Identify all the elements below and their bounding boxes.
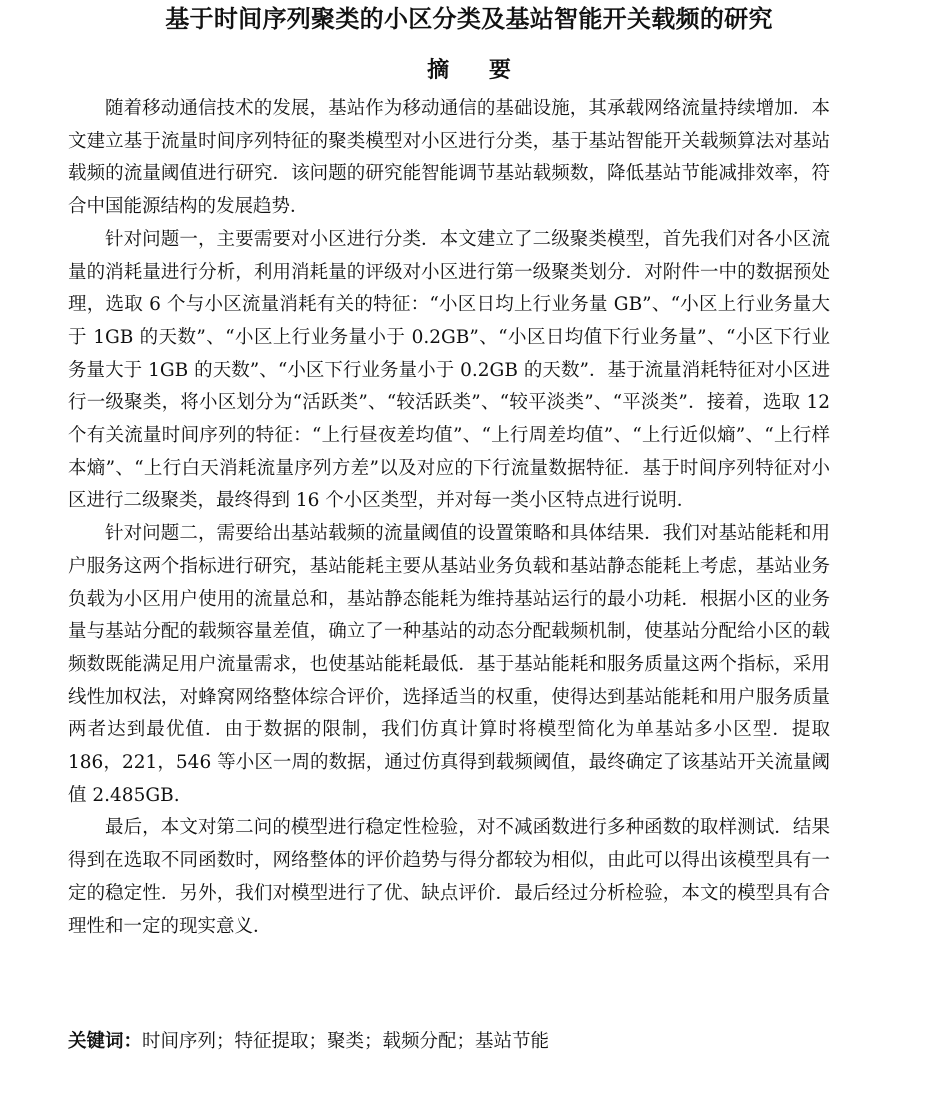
abstract-body [68,93,830,943]
abstract-heading: 摘 要 [427,58,527,83]
paper-title: 基于时间序列聚类的小区分类及基站智能开关载频的研究 [165,5,773,33]
abstract-paragraph-3: 针对问题二，需要给出基站载频的流量阈值的设置策略和具体结果．我们对基站能耗和用户服务这两个指标进行研究，基站能耗主要从基站业务负载和基站静态能耗上考虑，基站业务负载为小区用户使用的流量总和，基站静态能耗为维持基站运行的最小功耗．根据小区的业务量与基站分配的载频容量差值，确立了一种基站的动态分配载频机制，使基站分配给小区的载频数既能满足用户流量需求，也使基站能耗最低．基于基站能耗和服务质量这两个指标，采用线性加权法，对蜂窝网络整体综合评价，选择适当的权重，使得达到基站能耗和用户服务质量两者达到最优值．由于数据的限制，我们仿真计算时将模型简化为单基站多小区型．提取 186，221，546 等小区一周的数据，通过仿真得到载频阈值，最终确定了该基站开关流量阈值 2.485GB. [68,523,830,806]
abstract-paragraph-4: 最后，本文对第二问的模型进行稳定性检验，对不减函数进行多种函数的取样测试．结果得到在选取不同函数时，网络整体的评价趋势与得分都较为相似，由此可以得出该模型具有一定的稳定性．另外，我们对模型进行了优、缺点评价．最后经过分析检验，本文的模型具有合理性和一定的现实意义． [68,817,830,937]
abstract-paragraph-2: 针对问题一，主要需要对小区进行分类．本文建立了二级聚类模型，首先我们对各小区流量的消耗量进行分析，利用消耗量的评级对小区进行第一级聚类划分．对附件一中的数据预处理，选取 6 个与小区流量消耗有关的特征：“小区日均上行业务量 GB”、“小区上行业务量大于 1GB 的天数”、“小区上行业务量小于 0.2GB”、“小区日均值下行业务量”、“小区下行业务量大于 1GB 的天数”、“小区下行业务量小于 0.2GB 的天数”．基于流量消耗特征对小区进行一级聚类，将小区划分为“活跃类”、“较活跃类”、“较平淡类”、“平淡类”．接着，选取 12 个有关流量时间序列的特征：“上行昼夜差均值”、“上行周差均值”、“上行近似熵”、“上行样本熵”、“上行白天消耗流量序列方差”以及对应的下行流量数据特征．基于时间序列特征对小区进行二级聚类，最终得到 16 个小区类型，并对每一类小区特点进行说明． [68,228,830,512]
keywords-text: 时间序列；特征提取；聚类；载频分配；基站节能 [142,1031,550,1052]
keywords-label: 关键词： [68,1031,143,1052]
keywords-line [68,1027,830,1057]
abstract-paragraph-1: 随着移动通信技术的发展，基站作为移动通信的基础设施，其承载网络流量持续增加．本文建立基于流量时间序列特征的聚类模型对小区进行分类，基于基站智能开关载频算法对基站载频的流量阈值进行研究．该问题的研究能智能调节基站载频数，降低基站节能减排效率，符合中国能源结构的发展趋势． [68,98,830,218]
